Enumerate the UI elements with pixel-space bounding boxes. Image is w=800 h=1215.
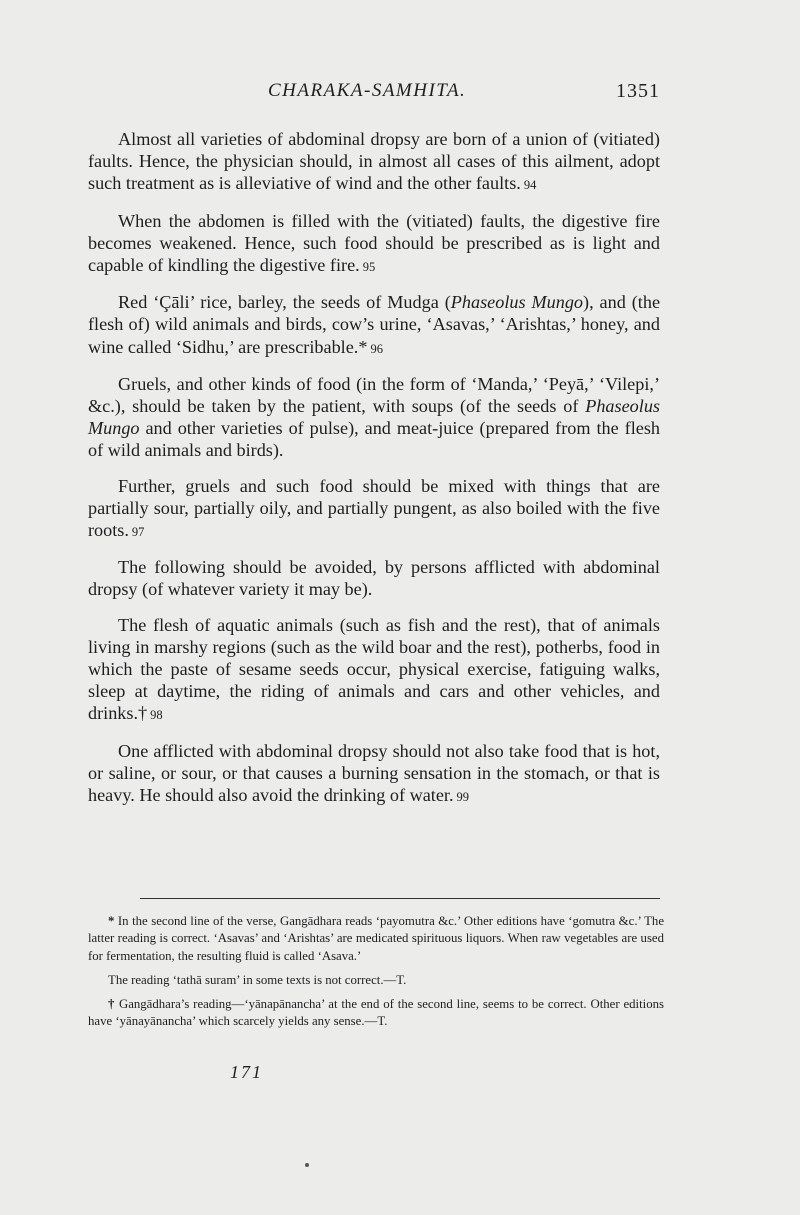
running-title: CHARAKA-SAMHITA. [268, 80, 467, 101]
footnote-divider [140, 898, 660, 899]
verse-number: 99 [456, 790, 470, 805]
verse-number: 94 [523, 178, 537, 193]
main-text [88, 128, 660, 821]
verse-number: 96 [370, 341, 383, 356]
page-number: 1351 [616, 80, 660, 102]
verse-number: 97 [131, 525, 145, 540]
paragraph: The flesh of aquatic animals (such as fish and the rest), that of animals living in marshy regions (such as the wild boar and the rest), potherbs, food in which the paste of sesame seeds occur, physical exercise, fatiguing walks, sleep at daytime, the riding of animals and cars and other vehicles, and drinks.† 98 [88, 614, 660, 724]
footnotes [88, 913, 664, 1038]
paragraph: When the abdomen is filled with the (vitiated) faults, the digestive fire becomes weakened. Hence, such food should be prescribed as is light and capable of kindling the digestive fire. 95 [88, 210, 660, 276]
signature-mark: 171 [230, 1062, 263, 1082]
footnote: * In the second line of the verse, Gangādhara reads ‘payomutra &c.’ Other editions have ‘gomutra &c.’ The latter reading is correct. ‘Asavas’ and ‘Arishtas’ are medicated spirituous liquors. When raw vegetables are used for fermentation, the resulting fluid is called ‘Asava.’ [88, 914, 664, 963]
paragraph: Further, gruels and such food should be mixed with things that are partially sour, partially oily, and partially pungent, as also boiled with the five roots. 97 [88, 475, 660, 541]
verse-number: 98 [150, 708, 163, 723]
footnote: † Gangādhara’s reading—‘yānapānancha’ at the end of the second line, seems to be correct. Other editions have ‘yānayānancha’ which scarcely yields any sense.—T. [88, 997, 664, 1029]
footnote: The reading ‘tathā suram’ in some texts is not correct.—T. [108, 972, 407, 987]
paragraph: One afflicted with abdominal dropsy should not also take food that is hot, or saline, or sour, or that causes a burning sensation in the stomach, or that is heavy. He should also avoid the drinking of water. 99 [88, 740, 660, 806]
page-header [88, 80, 660, 110]
paragraph: The following should be avoided, by persons afflicted with abdominal dropsy (of whatever variety it may be). [88, 557, 660, 600]
paragraph: Gruels, and other kinds of food (in the form of ‘Manda,’ ‘Peyā,’ ‘Vilepi,’ &c.), should be taken by the patient, with soups (of the seeds of Phaseolus Mungo and other varieties of pulse), and meat-juice (prepared from the flesh of wild animals and birds). [88, 373, 660, 461]
page-speck [305, 1163, 309, 1167]
paragraph: Red ‘Çāli’ rice, barley, the seeds of Mudga (Phaseolus Mungo), and (the flesh of) wild animals and birds, cow’s urine, ‘Asavas,’ ‘Arishtas,’ honey, and wine called ‘Sidhu,’ are prescribable.* 96 [88, 292, 661, 357]
verse-number: 95 [362, 260, 376, 275]
paragraph: Almost all varieties of abdominal dropsy are born of a union of (vitiated) faults. Hence, the physician should, in almost all cases of this ailment, adopt such treatment as is alleviative of wind and the other faults. 94 [88, 129, 660, 194]
